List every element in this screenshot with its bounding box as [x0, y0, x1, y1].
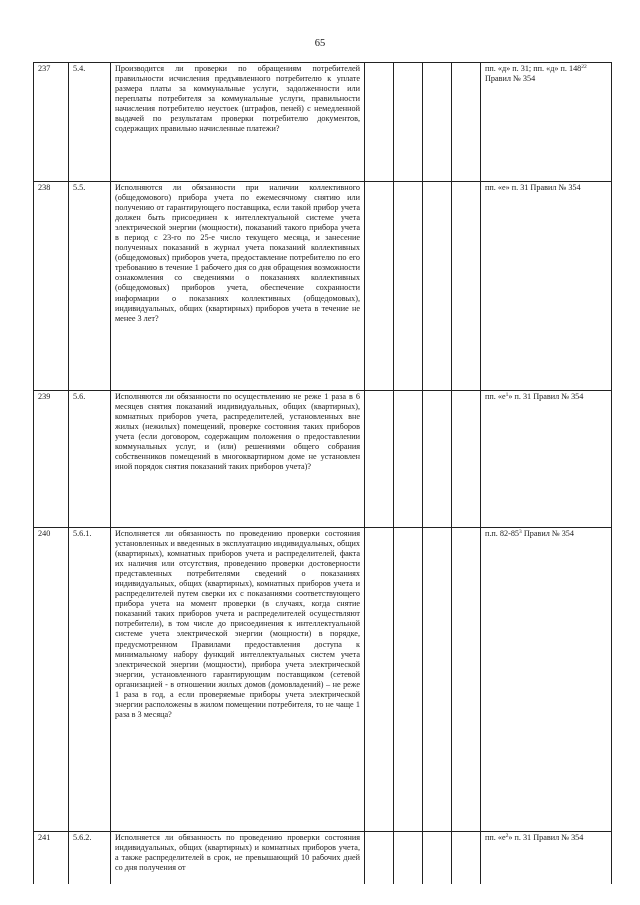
question-text: Исполняется ли обязанность по проведению проверки состояния установленных и введенных в эксплуатацию индивидуальных, общих (квартирных), комнатных приборов учета и распределителей, факта их наличия или отсутствия, проведению проверки достоверности представленных потребителями сведений о показаниях индивидуальных, общих (квартирных), комнатных приборов учета и распределителей путем сверки их с показаниями соответствующего прибора учета на момент проверки (в случаях, когда снятие показаний таких приборов учета и распределителей осуществляют потребители), в том числе до присоединения к интеллектуальной системе учета электрической энергии (мощности) в порядке, предусмотренном Правилами предоставления доступа к минимальному набору функций интеллектуальных систем учета электрической энергии (мощности), прибора учета электрической энергии, установленного гарантирующим поставщиком (сетевой организацией - в отношении жилых домов (домовладений) – не реже 1 раза в год, а если проверяемые приборы учета электрической энергии расположены в жилом помещении потребителя, то не чаще 1 раза в 3 месяца? [115, 529, 360, 719]
answer-yes-cell [365, 182, 394, 391]
reference-text: пп. «е [485, 833, 506, 842]
table-row [34, 832, 612, 884]
row-number: 237 [34, 63, 69, 182]
answer-na-cell [423, 63, 452, 182]
table-row [34, 391, 612, 528]
question-text: Исполняются ли обязанности при наличии коллективного (общедомового) прибора учета по ежемесячному снятию или получению от гарантирующего поставщика, если такой прибор учета должен быть присоединен к интеллектуальной системе учета электрической энергии (мощности), показаний такого прибора учета в период с 23-го по 25-е число текущего месяца, и занесение полученных показаний в журнал учета показаний коллективных (общедомовых) приборов учета, предоставление потребителю по его требованию в течение 1 рабочего дня со дня обращения возможности ознакомления со сведениями о показаниях коллективных (общедомовых) приборов учета, обеспечение сохранности информации о показаниях коллективных (общедомовых), индивидуальных, общих (квартирных) приборов учета в течение не менее 3 лет? [115, 183, 360, 323]
note-cell [452, 182, 481, 391]
answer-yes-cell [365, 528, 394, 832]
answer-no-cell [394, 63, 423, 182]
row-number: 241 [34, 832, 69, 884]
question-cell [111, 391, 365, 528]
note-cell [452, 528, 481, 832]
row-number: 239 [34, 391, 69, 528]
answer-no-cell [394, 182, 423, 391]
reference-superscript: 1 [505, 392, 509, 398]
row-number: 238 [34, 182, 69, 391]
question-text: Исполняются ли обязанности по осуществлению не реже 1 раза в 6 месяцев снятия показаний индивидуальных, общих (квартирных), комнатных приборов учета, распределителей, установленных вне жилых (нежилых) помещений, проверке состояния таких приборов учета (если договором, содержащим положения о предоставлении коммунальных услуг, и (или) решениями общего собрания собственников помещений в многоквартирном доме не установлен иной порядок снятия показаний таких приборов учета)? [115, 392, 360, 472]
note-cell [452, 391, 481, 528]
reference-superscript: 22 [581, 64, 587, 70]
answer-yes-cell [365, 832, 394, 884]
section-number: 5.5. [69, 182, 111, 391]
reference-cell [481, 63, 612, 182]
reference-cell [481, 832, 612, 884]
answer-yes-cell [365, 63, 394, 182]
table-row [34, 182, 612, 391]
reference-text: пп. «е» п. 31 Правил № 354 [485, 183, 581, 192]
reference-superscript: 2 [505, 833, 509, 839]
reference-text: п.п. 82-85 [485, 529, 520, 538]
reference-cell [481, 391, 612, 528]
answer-na-cell [423, 182, 452, 391]
section-number: 5.4. [69, 63, 111, 182]
section-number: 5.6. [69, 391, 111, 528]
question-cell [111, 182, 365, 391]
table-row [34, 528, 612, 832]
answer-no-cell [394, 832, 423, 884]
note-cell [452, 832, 481, 884]
table-row [34, 63, 612, 182]
answer-na-cell [423, 832, 452, 884]
question-text: Исполняется ли обязанность по проведению проверки состояния индивидуальных, общих (квартирных) и комнатных приборов учета, а также распределителей в срок, не превышающий 10 рабочих дней со дня получения от [115, 833, 360, 873]
reference-tail: » п. 31 Правил № 354 [508, 392, 584, 401]
answer-na-cell [423, 391, 452, 528]
reference-tail: » п. 31 Правил № 354 [508, 833, 584, 842]
question-text: Производится ли проверки по обращениям потребителей правильности исчисления предъявленного потребителю к уплате размера платы за коммунальные услуги, задолженности или переплаты потребителя за коммунальные услуги, правильности начисления потребителю неустоек (штрафов, пеней) с немедленной выдачей по результатам проверки потребителю документов, содержащих правильно начисленные платежи? [115, 64, 360, 134]
checklist-table [33, 62, 612, 884]
answer-no-cell [394, 528, 423, 832]
reference-text: пп. «е [485, 392, 506, 401]
reference-tail: Правил № 354 [521, 529, 574, 538]
question-cell [111, 832, 365, 884]
question-cell [111, 528, 365, 832]
row-number: 240 [34, 528, 69, 832]
reference-cell [481, 528, 612, 832]
answer-no-cell [394, 391, 423, 528]
reference-superscript: 3 [519, 529, 522, 535]
section-number: 5.6.1. [69, 528, 111, 832]
note-cell [452, 63, 481, 182]
reference-tail: Правил № 354 [485, 74, 536, 84]
page-number: 65 [314, 38, 326, 49]
answer-na-cell [423, 528, 452, 832]
answer-yes-cell [365, 391, 394, 528]
question-cell [111, 63, 365, 182]
reference-text: пп. «д» п. 31; пп. «д» п. 148 [485, 64, 582, 73]
section-number: 5.6.2. [69, 832, 111, 884]
reference-cell [481, 182, 612, 391]
